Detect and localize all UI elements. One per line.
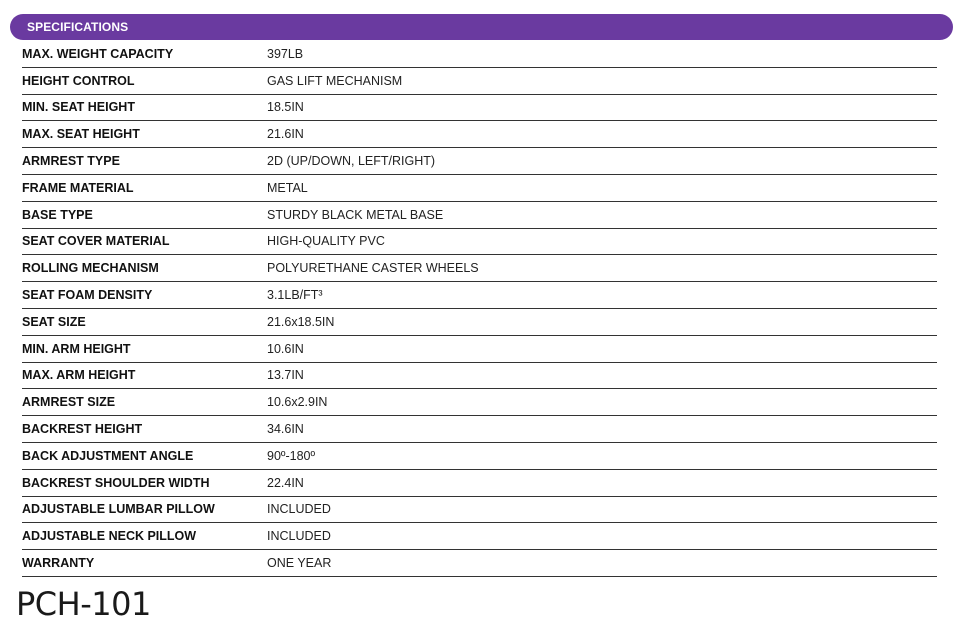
spec-row-back-adjustment-angle [22, 443, 937, 470]
spec-label: ADJUSTABLE LUMBAR PILLOW [22, 502, 215, 517]
spec-label: SEAT SIZE [22, 314, 86, 329]
spec-label: ARMREST TYPE [22, 154, 120, 169]
specifications-table [22, 41, 937, 577]
spec-value: GAS LIFT MECHANISM [267, 73, 403, 88]
spec-label: MIN. SEAT HEIGHT [22, 100, 135, 115]
specifications-title: SPECIFICATIONS [27, 20, 129, 34]
spec-row-frame-material [22, 175, 937, 202]
spec-value: 18.5IN [267, 100, 304, 115]
spec-row-base-type [22, 202, 937, 229]
spec-row-seat-size [22, 309, 937, 336]
spec-label: MAX. ARM HEIGHT [22, 368, 136, 383]
spec-row-height-control [22, 68, 937, 95]
spec-value: 2D (UP/DOWN, LEFT/RIGHT) [267, 154, 436, 169]
spec-value: 10.6IN [267, 341, 304, 356]
spec-value: 21.6x18.5IN [267, 314, 335, 329]
specifications-header [10, 14, 953, 40]
spec-value: 90º-180º [267, 448, 316, 463]
spec-label: HEIGHT CONTROL [22, 73, 135, 88]
spec-value: INCLUDED [267, 502, 331, 517]
spec-row-warranty [22, 550, 937, 577]
spec-row-max-arm-height [22, 363, 937, 390]
spec-row-max-weight-capacity [22, 41, 937, 68]
spec-value: 3.1LB/FT³ [267, 288, 323, 303]
spec-row-seat-cover-material [22, 229, 937, 256]
spec-label: WARRANTY [22, 556, 95, 571]
spec-label: MAX. WEIGHT CAPACITY [22, 46, 174, 61]
spec-value: 21.6IN [267, 127, 304, 142]
spec-row-min-arm-height [22, 336, 937, 363]
spec-row-backrest-height [22, 416, 937, 443]
spec-row-adjustable-neck-pillow [22, 523, 937, 550]
spec-row-adjustable-lumbar-pillow [22, 497, 937, 524]
spec-value: 13.7IN [267, 368, 304, 383]
spec-value: 10.6x2.9IN [267, 395, 328, 410]
spec-value: POLYURETHANE CASTER WHEELS [267, 261, 479, 276]
spec-value: 22.4IN [267, 475, 304, 490]
spec-label: SEAT COVER MATERIAL [22, 234, 170, 249]
spec-label: ROLLING MECHANISM [22, 261, 159, 276]
spec-value: 34.6IN [267, 422, 304, 437]
spec-row-max-seat-height [22, 121, 937, 148]
spec-label: SEAT FOAM DENSITY [22, 288, 153, 303]
spec-value: METAL [267, 180, 308, 195]
spec-label: ARMREST SIZE [22, 395, 116, 410]
spec-label: ADJUSTABLE NECK PILLOW [22, 529, 197, 544]
spec-label: MIN. ARM HEIGHT [22, 341, 131, 356]
spec-label: BACK ADJUSTMENT ANGLE [22, 448, 194, 463]
spec-row-min-seat-height [22, 95, 937, 122]
spec-value: 397LB [267, 46, 304, 61]
spec-label: BASE TYPE [22, 207, 93, 222]
spec-label: BACKREST SHOULDER WIDTH [22, 475, 210, 490]
spec-value: ONE YEAR [267, 556, 332, 571]
spec-row-armrest-size [22, 389, 937, 416]
spec-row-rolling-mechanism [22, 255, 937, 282]
spec-value: INCLUDED [267, 529, 331, 544]
spec-label: BACKREST HEIGHT [22, 422, 143, 437]
spec-value: STURDY BLACK METAL BASE [267, 207, 444, 222]
spec-label: MAX. SEAT HEIGHT [22, 127, 140, 142]
spec-label: FRAME MATERIAL [22, 180, 134, 195]
model-number: PCH-101 [16, 585, 151, 623]
spec-value: HIGH-QUALITY PVC [267, 234, 385, 249]
spec-row-armrest-type [22, 148, 937, 175]
spec-row-seat-foam-density [22, 282, 937, 309]
spec-row-backrest-shoulder-width [22, 470, 937, 497]
